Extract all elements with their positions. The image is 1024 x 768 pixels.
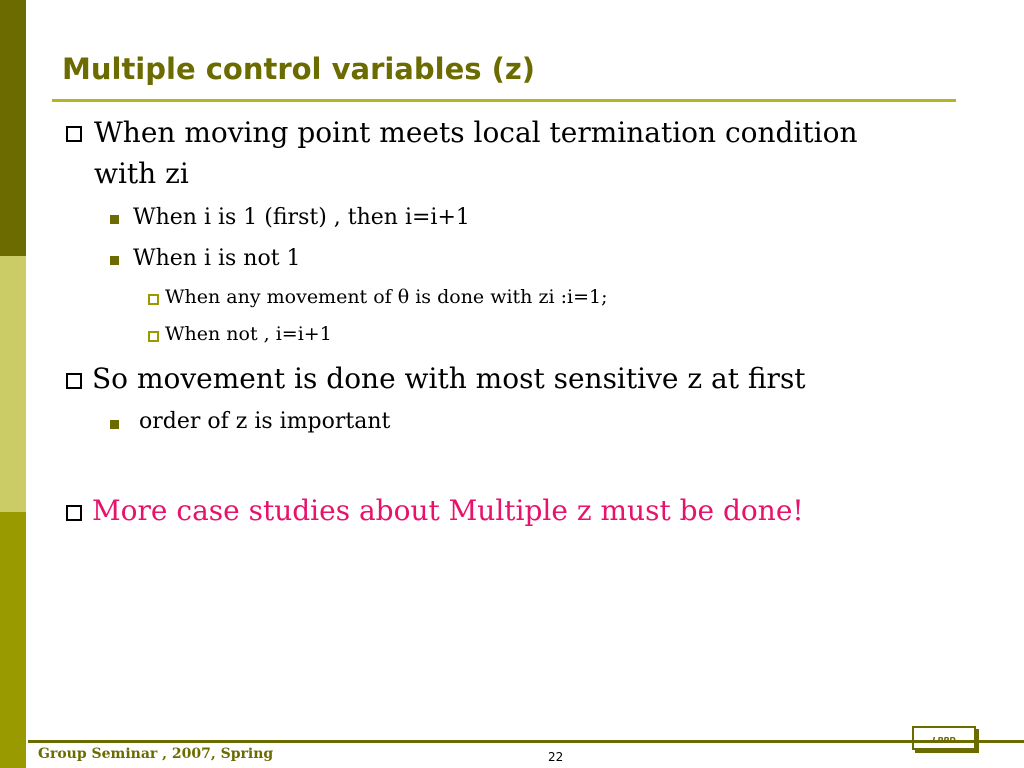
small-hollow-square-bullet-icon <box>148 331 159 342</box>
solid-square-bullet-icon <box>110 215 119 224</box>
bullet-1-sub-2: When i is not 1 <box>133 246 301 271</box>
hollow-square-bullet-icon <box>66 126 82 142</box>
solid-square-bullet-icon <box>110 420 119 429</box>
bullet-1-sub-2-a: When any movement of θ is done with zi :i=1; <box>165 286 608 308</box>
bullet-2-sub-1: order of z is important <box>139 409 391 434</box>
bullet-1-sub-1: When i is 1 (first) , then i=i+1 <box>133 205 470 230</box>
footer-divider <box>28 740 1024 743</box>
bullet-1-line-2: with zi <box>94 157 189 190</box>
page-number: 22 <box>548 750 564 764</box>
bullet-2: So movement is done with most sensitive z at first <box>92 362 806 395</box>
bullet-1-line-1: When moving point meets local termination condition <box>94 116 858 149</box>
slide-title: Multiple control variables (z) <box>62 52 535 86</box>
hollow-square-bullet-icon <box>66 373 82 389</box>
hollow-square-bullet-icon <box>66 505 82 521</box>
lppd-logo <box>912 726 976 750</box>
bullet-1-sub-2-b: When not , i=i+1 <box>165 323 332 345</box>
solid-square-bullet-icon <box>110 256 119 265</box>
small-hollow-square-bullet-icon <box>148 294 159 305</box>
footer-caption: Group Seminar , 2007, Spring <box>38 746 274 762</box>
bullet-3-highlight: More case studies about Multiple z must be done! <box>92 494 804 527</box>
